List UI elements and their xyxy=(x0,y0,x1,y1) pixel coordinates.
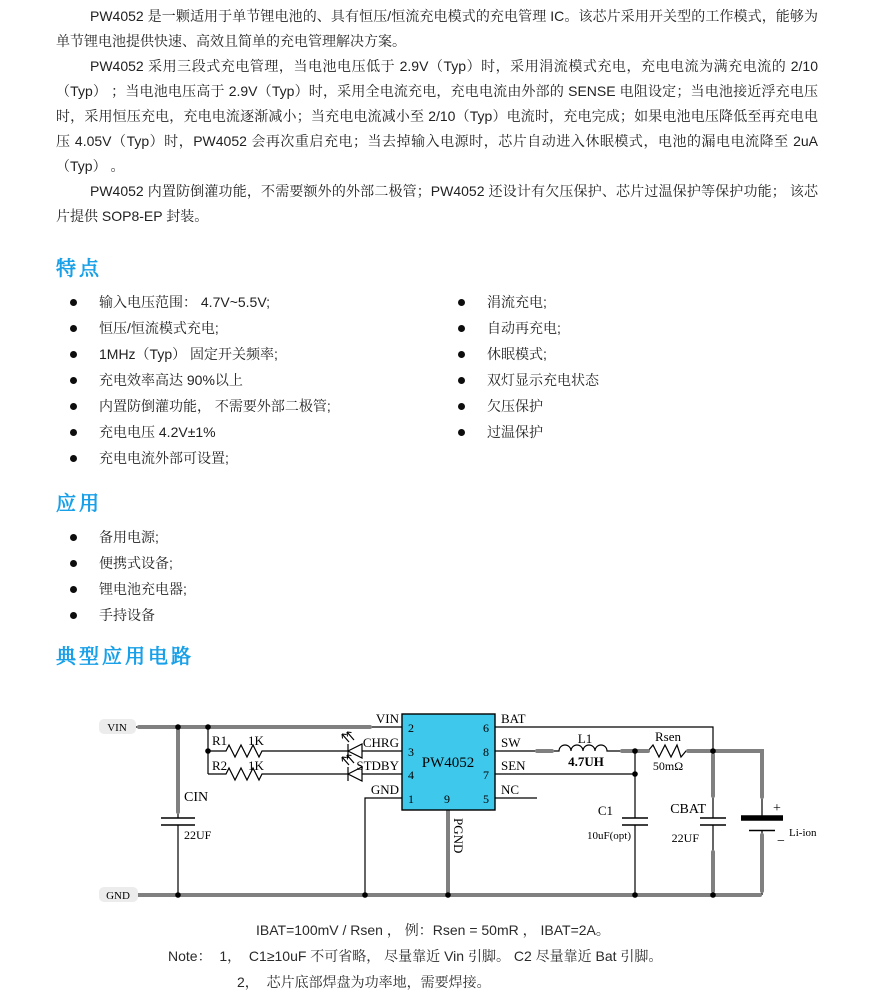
feature-label: 过温保护 xyxy=(487,424,543,440)
intro-paragraph-3: PW4052 内置防倒灌功能，不需要额外的外部二极管；PW4052 还设计有欠压保护、芯片过温保护等保护功能； 该芯片提供 SOP8-EP 封装。 xyxy=(56,183,818,224)
feature-label: 双灯显示充电状态 xyxy=(487,372,599,388)
bullet-icon xyxy=(458,403,465,410)
circuit-heading: 典型应用电路 xyxy=(56,646,194,668)
feature-item xyxy=(444,341,744,367)
bullet-icon xyxy=(70,455,77,462)
pin-label-nc: NC xyxy=(501,782,520,797)
pin-label-chrg: CHRG xyxy=(362,735,399,750)
features-heading: 特点 xyxy=(56,258,102,280)
intro-paragraph-1: PW4052 是一颗适用于单节锂电池的、具有恒压/恒流充电模式的充电管理 IC。该芯片采用开关型的工作模式，能够为单节锂电池提供快速、高效且简单的充电管理解决方案。 xyxy=(56,8,818,49)
pin-label-pgnd: PGND xyxy=(451,818,466,854)
bullet-icon xyxy=(70,612,77,619)
battery-label: Li-ion xyxy=(789,827,817,839)
pin-label-sw: SW xyxy=(501,735,521,750)
feature-label: 1MHz（Typ） 固定开关频率; xyxy=(99,346,278,362)
bullet-icon xyxy=(70,560,77,567)
bullet-icon xyxy=(458,429,465,436)
bullet-icon xyxy=(70,299,77,306)
bullet-icon xyxy=(70,586,77,593)
r1-value: 1K xyxy=(248,733,264,748)
pin-number-4: 4 xyxy=(408,768,414,782)
chip-name: PW4052 xyxy=(421,755,475,771)
bullet-icon xyxy=(70,351,77,358)
capacitor-plates xyxy=(161,818,726,825)
c1-ref: C1 xyxy=(597,803,613,818)
bullet-icon xyxy=(70,377,77,384)
pin-label-gnd: GND xyxy=(370,782,399,797)
application-label: 锂电池充电器; xyxy=(99,581,187,597)
ibat-formula: IBAT=100mV / Rsen ， 例：Rsen = 50mR ， IBAT=2A。 xyxy=(256,922,610,938)
pin-number-6: 6 xyxy=(483,721,489,735)
features-list-left xyxy=(56,289,436,471)
feature-item xyxy=(444,393,744,419)
led-emission-arrows xyxy=(342,755,354,765)
feature-label: 充电电压 4.2V±1% xyxy=(99,424,216,440)
r1-ref: R1 xyxy=(212,733,228,748)
pin-number-9: 9 xyxy=(444,792,450,806)
feature-item xyxy=(444,315,744,341)
feature-label: 自动再充电; xyxy=(487,320,561,336)
cin-capacitor xyxy=(161,818,195,825)
battery-plus-sign: + xyxy=(773,801,781,816)
application-label: 手持设备 xyxy=(99,607,155,623)
bullet-icon xyxy=(458,377,465,384)
applications-list xyxy=(56,524,436,628)
bullet-icon xyxy=(458,351,465,358)
pin-number-7: 7 xyxy=(483,768,489,782)
wire-battery xyxy=(713,751,762,895)
pin-label-bat: BAT xyxy=(501,711,526,726)
application-circuit-schematic xyxy=(95,690,835,905)
r2-value: 1K xyxy=(248,758,264,773)
application-item xyxy=(56,576,436,602)
bullet-icon xyxy=(70,429,77,436)
feature-item xyxy=(444,419,744,445)
applications-heading: 应用 xyxy=(56,493,102,515)
led-emission-arrows xyxy=(342,732,354,742)
feature-label: 欠压保护 xyxy=(487,398,543,414)
pin-number-1: 1 xyxy=(408,792,414,806)
bullet-icon xyxy=(70,325,77,332)
pin-label-sen: SEN xyxy=(501,758,526,773)
feature-item xyxy=(56,341,436,367)
feature-item xyxy=(444,289,744,315)
gnd-terminal xyxy=(99,887,138,902)
cin-ref: CIN xyxy=(184,790,209,805)
features-list-right xyxy=(444,289,744,445)
bullet-icon xyxy=(458,299,465,306)
intro-text xyxy=(56,4,818,229)
feature-label: 恒压/恒流模式充电; xyxy=(99,320,219,336)
application-item xyxy=(56,550,436,576)
feature-label: 休眠模式; xyxy=(487,346,547,362)
cin-value: 22UF xyxy=(184,828,212,842)
rsen-value: 50mΩ xyxy=(652,759,684,773)
battery-symbol xyxy=(741,818,783,831)
feature-item xyxy=(444,367,744,393)
note-line-2: 2， 芯片底部焊盘为功率地，需要焊接。 xyxy=(237,974,491,990)
cbat-ref: CBAT xyxy=(670,802,706,817)
l1-ref: L1 xyxy=(577,731,593,746)
pin-number-2: 2 xyxy=(408,721,414,735)
highlight-battery-top xyxy=(715,751,762,797)
intro-paragraph-2: PW4052 采用三段式充电管理，当电池电压低于 2.9V（Typ）时，采用涓流模式充电，充电电流为满充电流的 2/10（Typ） ；当电池电压高于 2.9V（Typ）时，采用全电流充电，充电电流由外部的 SENSE 电阻设定；当电池接近浮充电压时，采用恒压充电，充电电流逐渐减小；当充电电流减小至 2/10（Typ）电流时，充电完成；如果电池电压降低至再充电电压 4.05V（Typ）时，PW4052 会再次重启充电；当去掉输入电源时，芯片自动进入休眠模式，电池的漏电电流降至 2uA（Typ） 。 xyxy=(56,58,818,174)
pin-label-vin: VIN xyxy=(375,711,399,726)
feature-item xyxy=(56,315,436,341)
led-chrg-icon xyxy=(342,732,362,758)
cbat-capacitor xyxy=(700,818,726,825)
application-label: 备用电源; xyxy=(99,529,159,545)
feature-item xyxy=(56,289,436,315)
battery-minus-sign: − xyxy=(777,834,785,849)
application-label: 便携式设备; xyxy=(99,555,173,571)
r2-ref: R2 xyxy=(212,758,228,773)
application-item xyxy=(56,602,436,628)
l1-value: 4.7UH xyxy=(568,754,604,769)
feature-label: 涓流充电; xyxy=(487,294,547,310)
note-line-1: Note： 1， C1≥10uF 不可省略， 尽量靠近 Vin 引脚。 C2 尽量靠近 Bat 引脚。 xyxy=(168,948,663,964)
chip-pw4052 xyxy=(402,714,495,810)
wire-gnd-pin xyxy=(365,798,402,895)
feature-item xyxy=(56,393,436,419)
c1-value: 10uF(opt) xyxy=(587,830,631,842)
vin-terminal-label: VIN xyxy=(107,722,127,734)
cbat-value: 22UF xyxy=(671,831,699,845)
feature-label: 输入电压范围： 4.7V~5.5V; xyxy=(99,294,271,310)
rsen-ref: Rsen xyxy=(655,729,681,744)
vin-terminal xyxy=(99,719,136,734)
bullet-icon xyxy=(70,534,77,541)
feature-item xyxy=(56,419,436,445)
feature-label: 充电电流外部可设置; xyxy=(99,450,229,466)
pin-number-5: 5 xyxy=(483,792,489,806)
bullet-icon xyxy=(458,325,465,332)
pin-label-stdby: STDBY xyxy=(356,758,399,773)
c1-capacitor xyxy=(622,818,648,825)
feature-item xyxy=(56,367,436,393)
feature-item xyxy=(56,445,436,471)
feature-label: 充电效率高达 90%以上 xyxy=(99,372,243,388)
pin-number-3: 3 xyxy=(408,745,414,759)
pin-number-8: 8 xyxy=(483,745,489,759)
application-item xyxy=(56,524,436,550)
gnd-terminal-label: GND xyxy=(106,890,130,902)
feature-label: 内置防倒灌功能， 不需要外部二极管; xyxy=(99,398,331,414)
bullet-icon xyxy=(70,403,77,410)
led-triangle xyxy=(348,744,362,758)
